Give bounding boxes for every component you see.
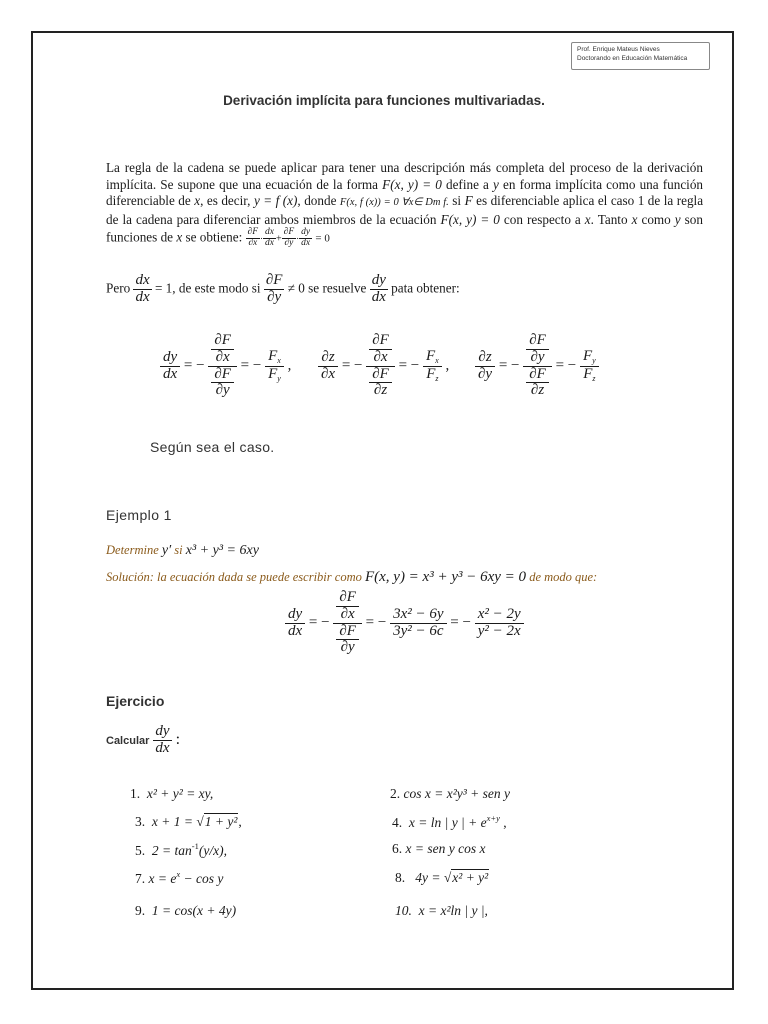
exercise-item-6: 6. x = sen y cos x	[392, 841, 486, 856]
exercise-item-9: 9. 1 = cos(x + 4y)	[135, 903, 237, 918]
chain-term-2: $\frac{\partial F}{\partial y}$	[283, 227, 295, 249]
exercise-item-1: 1. x² + y² = xy,	[130, 786, 214, 801]
page-title: Derivación implícita para funciones multivariadas.	[223, 93, 545, 108]
formula-dz-dx: $\frac{\partial z}{\partial x}$ = − $\frac{\frac{\partial F}{\partial x}}{\frac{\partial F}{\partial z}}$ = − $\frac{F_x}{F_z}$ ,	[318, 333, 449, 399]
formula-dy-dx: $\frac{dy}{dx}$ = − $\frac{\frac{\partial F}{\partial x}}{\frac{\partial F}{\partial y}}$ = − $\frac{F_x}{F_y}$ ,	[160, 333, 291, 399]
chain-term-1: $\frac{\partial F}{\partial x}$	[247, 227, 259, 249]
example-statement: Determine y′ si x³ + y³ = 6xy	[106, 543, 259, 558]
exercise-heading: Ejercicio	[106, 693, 165, 709]
exercise-item-10: 10. x = x²ln | y |,	[395, 903, 488, 918]
segun-text: Según sea el caso.	[150, 439, 275, 455]
exercise-item-8: 8. 4y = √x² + y²	[395, 870, 489, 885]
author-stamp	[571, 42, 710, 70]
exercise-item-2: 2. cos x = x²y³ + sen y	[390, 786, 511, 801]
author-title: Doctorando en Educación Matemática	[577, 54, 688, 62]
exercise-instruction: Calcular $\frac{dy}{dx}$ :	[106, 723, 181, 756]
exercise-item-4: 4. x = ln | y | + $e^{x+y}$ ,	[392, 813, 507, 830]
author-name: Prof. Enrique Mateus Nieves	[577, 46, 660, 53]
exercise-item-7: 7. $x = e^x - \cos y$	[135, 869, 224, 886]
example-solution: Solución: la ecuación dada se puede escribir como F(x, y) = x³ + y³ − 6xy = 0 de modo que:	[106, 569, 598, 585]
example-heading: Ejemplo 1	[106, 507, 172, 523]
exercise-item-5: 5. $2 = \tan^{-1}(y/x)$,	[135, 841, 227, 858]
exercise-item-3: 3. x + 1 = √1 + y²,	[135, 814, 242, 829]
formula-dz-dy: $\frac{\partial z}{\partial y}$ = − $\frac{\frac{\partial F}{\partial y}}{\frac{\partial F}{\partial z}}$ = − $\frac{F_y}{F_z}$	[475, 333, 599, 399]
example-result: $\frac{dy}{dx}$ = − $\frac{\frac{\partial F}{\partial x}}{\frac{\partial F}{\partial y}}$ = − $\frac{\text{3x² − 6y}}{\text{3y² − 6c}}$ = − $\frac{\text{x² − 2y}}{\text{y² − 2x}}$	[285, 590, 524, 656]
intro-paragraph: La regla de la cadena se puede aplicar para tener una descripción más completa del proceso de la derivación implícita. Se supone que una ecuación de la forma F(x, y) = 0 define a y en forma implícita como una función diferenciable de x, es decir, y = f (x), donde F(x, f (x)) = 0 ∀x∈ Dm f. si F es diferenciable aplica el caso 1 de la regla de la cadena para diferenciar ambos miembros de la ecuación F(x, y) = 0 con respecto a x. Tanto x como y son funciones de x se obtiene: $\frac{\partial F}{\partial x}$ · $\frac{dx}{dx}$ + $\frac{\partial F}{\partial y}$ · $\frac{dy}{dx}$ = 0	[106, 160, 704, 249]
pero-line: Pero $\frac{dx}{dx}$ = 1, de este modo si $\frac{\partial F}{\partial y}$ ≠ 0 se resuelve $\frac{dy}{dx}$ pata obtener:	[106, 272, 460, 305]
